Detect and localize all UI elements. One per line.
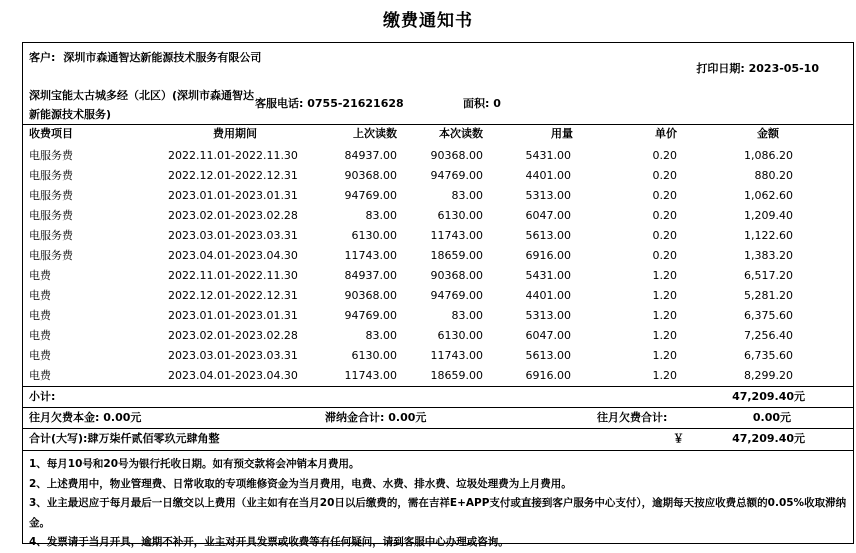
col-header-amount: 金额 <box>757 127 779 140</box>
cell-usage: 5431.00 <box>525 149 571 162</box>
table-row <box>23 166 853 186</box>
cell-item: 电费 <box>29 269 51 282</box>
cell-item: 电费 <box>29 329 51 342</box>
cell-usage: 4401.00 <box>525 169 571 182</box>
col-header-prev-reading: 上次读数 <box>353 127 397 140</box>
cell-item: 电服务费 <box>29 209 73 222</box>
print-date-value: 2023-05-10 <box>748 62 819 75</box>
cell-usage: 6047.00 <box>525 329 571 342</box>
arrears-principal-value: 0.00元 <box>103 411 142 424</box>
cell-unit-price: 0.20 <box>652 229 677 242</box>
cell-usage: 6047.00 <box>525 209 571 222</box>
cell-amount: 1,086.20 <box>744 149 793 162</box>
total-label: 合计(大写): <box>29 432 88 445</box>
cell-period: 2023.01.01-2023.01.31 <box>168 189 298 202</box>
customer-name: 深圳市森通智达新能源技术服务有限公司 <box>63 51 262 64</box>
cell-item: 电服务费 <box>29 249 73 262</box>
cell-prev-reading: 83.00 <box>365 209 397 222</box>
cell-period: 2023.04.01-2023.04.30 <box>168 249 298 262</box>
table-row <box>23 266 853 286</box>
cell-amount: 1,122.60 <box>744 229 793 242</box>
cell-curr-reading: 6130.00 <box>437 329 483 342</box>
col-header-item: 收费项目 <box>29 127 73 140</box>
table-row <box>23 366 853 386</box>
cell-period: 2022.12.01-2022.12.31 <box>168 169 298 182</box>
cell-usage: 5613.00 <box>525 349 571 362</box>
notice-frame <box>22 42 854 548</box>
subtotal-label: 小计: <box>29 390 56 403</box>
print-date-label: 打印日期: <box>696 62 745 75</box>
col-header-period: 费用期间 <box>213 127 257 140</box>
cell-prev-reading: 6130.00 <box>351 229 397 242</box>
print-date <box>696 59 819 78</box>
table-row <box>23 346 853 366</box>
cell-item: 电服务费 <box>29 229 73 242</box>
table-row <box>23 186 853 206</box>
cell-usage: 6916.00 <box>525 369 571 382</box>
cell-item: 电费 <box>29 289 51 302</box>
cell-period: 2022.11.01-2022.11.30 <box>168 149 298 162</box>
cell-curr-reading: 83.00 <box>451 189 483 202</box>
total-in-words <box>29 429 219 449</box>
cell-curr-reading: 83.00 <box>451 309 483 322</box>
customer-label: 客户: <box>29 51 56 64</box>
cell-curr-reading: 94769.00 <box>430 169 483 182</box>
table-row <box>23 246 853 266</box>
cell-period: 2022.11.01-2022.11.30 <box>168 269 298 282</box>
arrears-principal-label: 往月欠费本金: <box>29 411 100 424</box>
note-item: 2、上述费用中，物业管理费、日常收取的专项维修资金为当月费用，电费、水费、排水费、垃圾处理费为上月费用。 <box>29 477 572 490</box>
cell-unit-price: 1.20 <box>652 309 677 322</box>
cell-usage: 6916.00 <box>525 249 571 262</box>
late-fee <box>325 408 426 428</box>
arrears-total-label: 往月欠费合计: <box>597 411 668 424</box>
cell-usage: 5313.00 <box>525 309 571 322</box>
area-value: 0 <box>493 97 501 110</box>
cell-usage: 4401.00 <box>525 289 571 302</box>
total-amount: 47,209.40元 <box>732 432 805 445</box>
cell-curr-reading: 18659.00 <box>430 369 483 382</box>
cell-unit-price: 1.20 <box>652 369 677 382</box>
notes <box>29 455 849 553</box>
cell-period: 2022.12.01-2022.12.31 <box>168 289 298 302</box>
divider <box>23 450 853 451</box>
col-header-unit-price: 单价 <box>655 127 677 140</box>
cell-prev-reading: 83.00 <box>365 329 397 342</box>
cell-prev-reading: 11743.00 <box>344 369 397 382</box>
cell-prev-reading: 6130.00 <box>351 349 397 362</box>
cell-prev-reading: 94769.00 <box>344 309 397 322</box>
document-title: 缴费通知书 <box>383 11 473 31</box>
table-row <box>23 306 853 326</box>
cell-period: 2023.03.01-2023.03.31 <box>168 229 298 242</box>
cell-prev-reading: 90368.00 <box>344 169 397 182</box>
table-row <box>23 286 853 306</box>
cell-amount: 1,383.20 <box>744 249 793 262</box>
table-row <box>23 146 853 166</box>
area-label: 面积: <box>463 97 490 110</box>
cell-prev-reading: 90368.00 <box>344 289 397 302</box>
cell-unit-price: 0.20 <box>652 149 677 162</box>
cell-curr-reading: 94769.00 <box>430 289 483 302</box>
cell-period: 2023.02.01-2023.02.28 <box>168 329 298 342</box>
cell-item: 电服务费 <box>29 169 73 182</box>
cell-period: 2023.04.01-2023.04.30 <box>168 369 298 382</box>
note-item: 3、业主最迟应于每月最后一日缴交以上费用（业主如有在当月20日以后缴费的，需在吉祥E+APP支付或直接到客户服务中心支付），逾期每天按应收费总额的0.05%收取滞纳金。 <box>29 497 847 529</box>
col-header-usage: 用量 <box>551 127 573 140</box>
total-words: 肆万柒仟贰佰零玖元肆角整 <box>87 432 220 445</box>
table-row <box>23 206 853 226</box>
cell-amount: 6,517.20 <box>744 269 793 282</box>
cell-usage: 5613.00 <box>525 229 571 242</box>
phone-label: 客服电话: <box>255 97 304 110</box>
table-header <box>23 125 853 145</box>
cell-prev-reading: 11743.00 <box>344 249 397 262</box>
cell-prev-reading: 94769.00 <box>344 189 397 202</box>
cell-unit-price: 0.20 <box>652 169 677 182</box>
cell-amount: 1,062.60 <box>744 189 793 202</box>
late-fee-label: 滞纳金合计: <box>325 411 385 424</box>
project-name: 深圳宝能太古城多经（北区）(深圳市森通智达新能源技术服务) <box>29 89 255 121</box>
cell-item: 电服务费 <box>29 189 73 202</box>
cell-unit-price: 0.20 <box>652 189 677 202</box>
cell-prev-reading: 84937.00 <box>344 269 397 282</box>
cell-item: 电费 <box>29 369 51 382</box>
cell-amount: 880.20 <box>754 169 793 182</box>
table-row <box>23 226 853 246</box>
cell-amount: 1,209.40 <box>744 209 793 222</box>
cell-period: 2023.01.01-2023.01.31 <box>168 309 298 322</box>
phone-value: 0755-21621628 <box>307 97 404 110</box>
cell-prev-reading: 84937.00 <box>344 149 397 162</box>
cell-unit-price: 1.20 <box>652 349 677 362</box>
cell-curr-reading: 18659.00 <box>430 249 483 262</box>
cell-unit-price: 1.20 <box>652 289 677 302</box>
cell-period: 2023.03.01-2023.03.31 <box>168 349 298 362</box>
table-row <box>23 326 853 346</box>
cell-amount: 8,299.20 <box>744 369 793 382</box>
cell-unit-price: 0.20 <box>652 249 677 262</box>
note-item: 4、发票请于当月开具，逾期不补开，业主对开具发票或收费等有任何疑问，请到客服中心办理或咨询。 <box>29 536 509 548</box>
cell-amount: 6,375.60 <box>744 309 793 322</box>
late-fee-value: 0.00元 <box>388 411 427 424</box>
col-header-curr-reading: 本次读数 <box>439 127 483 140</box>
service-phone <box>255 94 404 113</box>
cell-unit-price: 1.20 <box>652 269 677 282</box>
total-row <box>23 429 853 449</box>
cell-unit-price: 0.20 <box>652 209 677 222</box>
cell-curr-reading: 11743.00 <box>430 229 483 242</box>
arrears-total-value: 0.00元 <box>752 411 791 424</box>
cell-item: 电费 <box>29 309 51 322</box>
cell-unit-price: 1.20 <box>652 329 677 342</box>
cell-usage: 5313.00 <box>525 189 571 202</box>
subtotal-row <box>23 387 853 407</box>
cell-period: 2023.02.01-2023.02.28 <box>168 209 298 222</box>
cell-amount: 7,256.40 <box>744 329 793 342</box>
currency-symbol: ￥ <box>673 432 684 445</box>
arrears-principal <box>29 408 141 428</box>
cell-curr-reading: 90368.00 <box>430 269 483 282</box>
area <box>463 94 501 113</box>
cell-item: 电服务费 <box>29 149 73 162</box>
cell-curr-reading: 11743.00 <box>430 349 483 362</box>
cell-amount: 5,281.20 <box>744 289 793 302</box>
cell-curr-reading: 90368.00 <box>430 149 483 162</box>
cell-curr-reading: 6130.00 <box>437 209 483 222</box>
arrears-row <box>23 408 853 428</box>
customer-block <box>29 48 269 67</box>
note-item: 1、每月10号和20号为银行托收日期。如有预交款将会冲销本月费用。 <box>29 458 360 470</box>
subtotal-value: 47,209.40元 <box>732 390 805 403</box>
cell-usage: 5431.00 <box>525 269 571 282</box>
cell-amount: 6,735.60 <box>744 349 793 362</box>
cell-item: 电费 <box>29 349 51 362</box>
